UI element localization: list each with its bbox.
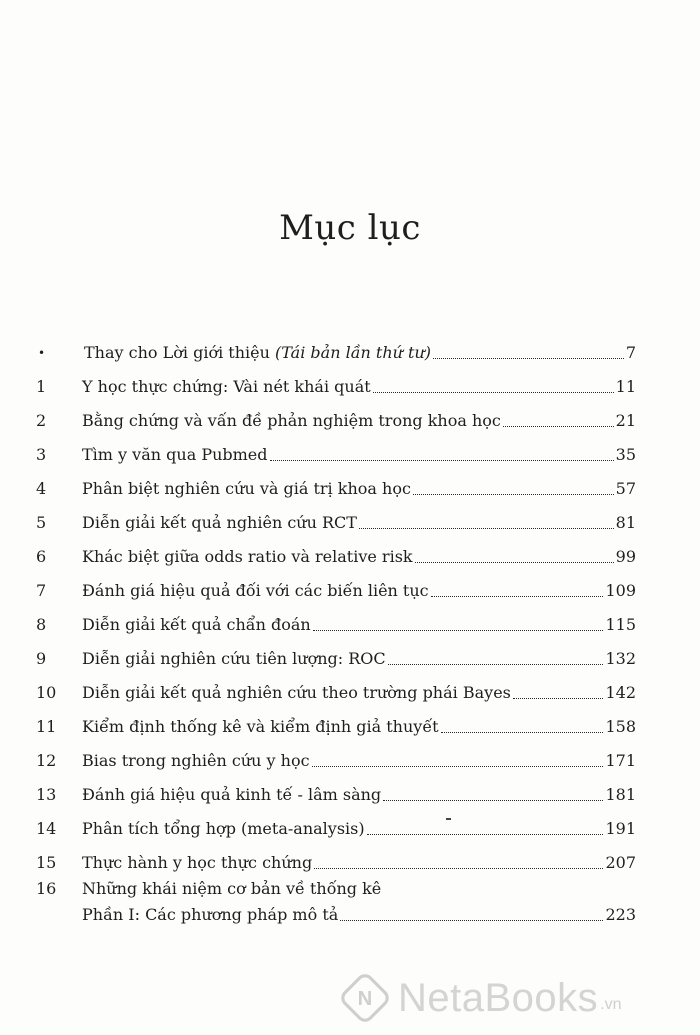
toc-label: Bias trong nghiên cứu y học <box>82 751 310 770</box>
toc-entry <box>36 877 636 933</box>
toc-label: Thay cho Lời giới thiệu (Tái bản lần thứ tư) <box>84 343 431 362</box>
print-speck <box>446 818 451 820</box>
toc-label: Diễn giải kết quả nghiên cứu RCT <box>82 513 357 532</box>
toc-number: 1 <box>36 377 47 396</box>
toc-entry <box>36 771 636 805</box>
toc-leader-dots <box>441 732 604 733</box>
toc-leader-dots <box>373 392 614 393</box>
toc-page-number: 99 <box>615 547 636 566</box>
toc-label: Bằng chứng và vấn đề phản nghiệm trong khoa học <box>82 411 501 430</box>
toc-label: Diễn giải nghiên cứu tiên lượng: ROC <box>82 649 386 668</box>
page-title: Mục lục <box>279 208 421 248</box>
toc-label: Khác biệt giữa odds ratio và relative risk <box>82 547 413 566</box>
toc-label-line2: Phần I: Các phương pháp mô tả <box>82 905 339 924</box>
toc-number: 3 <box>36 445 47 464</box>
toc-leader-dots <box>314 868 603 869</box>
toc-entry <box>36 329 636 363</box>
toc-entry <box>36 703 636 737</box>
toc-leader-dots <box>431 596 604 597</box>
toc-entry <box>36 533 636 567</box>
watermark <box>340 968 680 1028</box>
toc-page-number: 21 <box>615 411 636 430</box>
toc-label: Diễn giải kết quả nghiên cứu theo trường phái Bayes <box>82 683 511 702</box>
toc-label: Phân tích tổng hợp (meta-analysis) <box>82 819 365 838</box>
toc-page-number: 181 <box>605 785 636 804</box>
toc-page-number: 115 <box>605 615 636 634</box>
toc-number: 6 <box>36 547 47 566</box>
toc-leader-dots <box>415 562 614 563</box>
toc-page-number: 142 <box>605 683 636 702</box>
toc-page-number: 158 <box>605 717 636 736</box>
toc-number: 7 <box>36 581 47 600</box>
watermark-suffix: .vn <box>600 996 622 1013</box>
toc-label: Đánh giá hiệu quả đối với các biến liên tục <box>82 581 429 600</box>
toc-entry <box>36 567 636 601</box>
toc-number: 14 <box>36 819 57 838</box>
toc-number: 9 <box>36 649 47 668</box>
toc-entry <box>36 601 636 635</box>
toc-leader-dots <box>383 800 603 801</box>
toc-bullet: • <box>38 346 46 360</box>
toc-page-number: 7 <box>625 343 636 362</box>
toc-label: Thực hành y học thực chứng <box>82 853 313 872</box>
toc-page-number: 207 <box>605 853 636 872</box>
toc-entry <box>36 635 636 669</box>
toc-label: Phân biệt nghiên cứu và giá trị khoa học <box>82 479 411 498</box>
toc-entry <box>36 805 636 839</box>
toc-number: 11 <box>36 717 57 736</box>
toc-leader-dots <box>513 698 604 699</box>
toc-number: 5 <box>36 513 47 532</box>
toc-leader-dots <box>433 358 624 359</box>
toc-number: 8 <box>36 615 47 634</box>
toc-leader-dots <box>270 460 614 461</box>
toc-leader-dots <box>367 834 604 835</box>
toc-leader-dots <box>313 630 604 631</box>
toc-page-number: 109 <box>605 581 636 600</box>
toc-page-number: 132 <box>605 649 636 668</box>
toc-page-number: 57 <box>615 479 636 498</box>
toc-entry <box>36 839 636 873</box>
toc-leader-dots <box>388 664 604 665</box>
watermark-logo-icon: N <box>337 970 392 1025</box>
toc-leader-dots <box>312 766 604 767</box>
toc-label: Đánh giá hiệu quả kinh tế - lâm sàng <box>82 785 382 804</box>
toc-number: 13 <box>36 785 57 804</box>
toc-leader-dots <box>359 528 614 529</box>
toc-label: Diễn giải kết quả chẩn đoán <box>82 615 311 634</box>
toc-number: 15 <box>36 853 57 872</box>
toc-entry <box>36 397 636 431</box>
toc-number: 12 <box>36 751 57 770</box>
toc-label: Tìm y văn qua Pubmed <box>82 445 268 464</box>
toc-number: 4 <box>36 479 47 498</box>
toc-label: Y học thực chứng: Vài nét khái quát <box>82 377 371 396</box>
toc-number: 16 <box>36 879 57 898</box>
toc-entry <box>36 669 636 703</box>
toc-page-number: 35 <box>615 445 636 464</box>
toc-page-number: 81 <box>615 513 636 532</box>
toc-number: 10 <box>36 683 57 702</box>
toc-leader-dots <box>413 494 614 495</box>
toc-number: 2 <box>36 411 47 430</box>
toc-leader-dots <box>503 426 614 427</box>
toc-entry <box>36 499 636 533</box>
toc-label: Kiểm định thống kê và kiểm định giả thuyết <box>82 717 439 736</box>
toc-entry <box>36 465 636 499</box>
toc-entry <box>36 431 636 465</box>
toc-page-number: 223 <box>605 905 636 924</box>
toc-page-number: 171 <box>605 751 636 770</box>
toc-entry <box>36 737 636 771</box>
watermark-text: NetaBooks <box>398 975 599 1020</box>
toc-label-italic: (Tái bản lần thứ tư) <box>275 343 431 362</box>
toc-page-number: 11 <box>615 377 636 396</box>
toc-leader-dots <box>340 920 603 921</box>
toc-page-number: 191 <box>605 819 636 838</box>
toc-entry <box>36 363 636 397</box>
toc-label: Những khái niệm cơ bản về thống kê <box>82 879 382 898</box>
